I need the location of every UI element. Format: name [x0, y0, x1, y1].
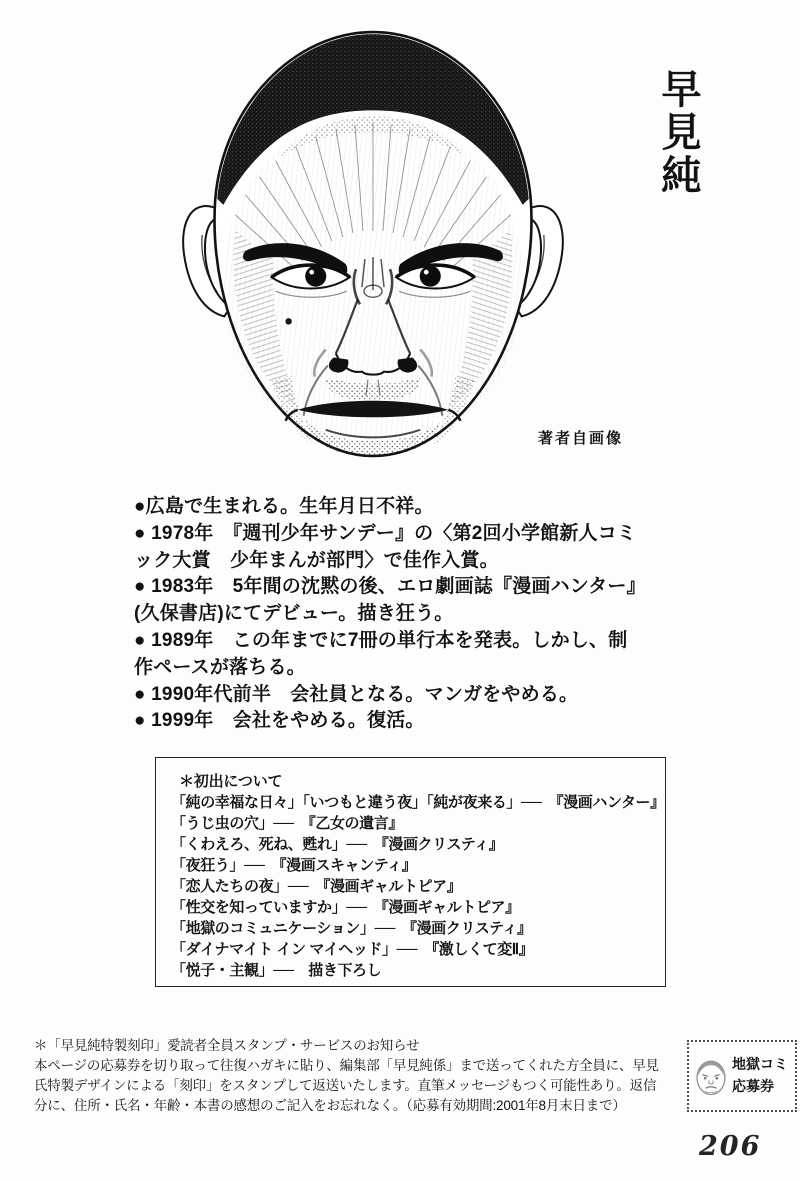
publication-entry: 「ダイナマイト イン マイヘッド」── 『激しくて変Ⅱ』 — [171, 941, 534, 958]
bio-line: (久保書店)にてデビュー。描き狂う。 — [134, 603, 454, 625]
coupon-label — [732, 1054, 788, 1097]
footer-notice — [34, 1036, 674, 1116]
publication-entry: 「夜狂う」── 『漫画スキャンティ』 — [171, 857, 417, 874]
footer-line: 本ページの応募券を切り取って往復ハガキに貼り、編集部「早見純係」まで送ってくれた方全員に、早見 — [34, 1058, 659, 1073]
first-publication-box — [155, 757, 666, 987]
bio-line: ●広島で生まれる。生年月日不祥。 — [134, 496, 434, 517]
footer-line: ＊「早見純特製刻印」愛読者全員スタンプ・サービスのお知らせ — [34, 1038, 420, 1053]
publication-entry: 「恋人たちの夜」── 『漫画ギャルトピア』 — [171, 878, 462, 895]
portrait-caption: 著者自画像 — [538, 430, 624, 447]
author-name-vertical: 早見純 — [656, 68, 700, 197]
coupon-label-line1: 地獄コミ — [732, 1056, 788, 1073]
bio-line: ● 1978年 『週刊少年サンデー』の〈第2回小学館新人コミ — [134, 522, 637, 544]
bio-section — [134, 494, 694, 735]
footer-line: 分に、住所・氏名・年齢・本書の感想のご記入をお忘れなく。（応募有効期間:2001年8月末日まで） — [34, 1098, 626, 1113]
bio-line: ● 1983年 5年間の沈黙の後、エロ劇画誌『漫画ハンター』 — [134, 576, 646, 598]
bio-line: 作ペースが落ちる。 — [134, 656, 306, 678]
bio-line: ック大賞 少年まんが部門〉で佳作入賞。 — [134, 549, 499, 571]
publication-entry: 「性交を知っていますか」── 『漫画ギャルトピア』 — [171, 899, 520, 916]
publication-entry: 「うじ虫の穴」── 『乙女の遺言』 — [171, 815, 403, 832]
publication-entry: 「くわえろ、死ね、甦れ」── 『漫画クリスティ』 — [171, 836, 504, 853]
footer-line: 氏特製デザインによる「刻印」をスタンプして返送いたします。直筆メッセージもつく可能性あり。返信 — [34, 1078, 657, 1093]
publication-entry: 「地獄のコミュニケーション」── 『漫画クリスティ』 — [171, 920, 532, 937]
coupon-label-line2: 応募券 — [732, 1078, 774, 1094]
bio-line: ● 1990年代前半 会社員となる。マンガをやめる。 — [134, 683, 579, 705]
page-number: 206 — [699, 1131, 762, 1162]
bio-line: ● 1989年 この年までに7冊の単行本を発表。しかし、制 — [134, 629, 628, 651]
bio-line: ● 1999年 会社をやめる。復活。 — [134, 710, 425, 732]
coupon-box — [687, 1040, 797, 1112]
coupon-face-icon — [693, 1054, 729, 1098]
author-portrait-illustration — [172, 18, 580, 460]
publication-entry: 「純の幸福な日々」「いつもと違う夜」「純が夜来る」── 『漫画ハンター』 — [171, 794, 665, 811]
publication-box-title: ＊初出について — [179, 773, 283, 790]
publication-entry: 「悦子・主観」── 描き下ろし — [171, 962, 382, 979]
